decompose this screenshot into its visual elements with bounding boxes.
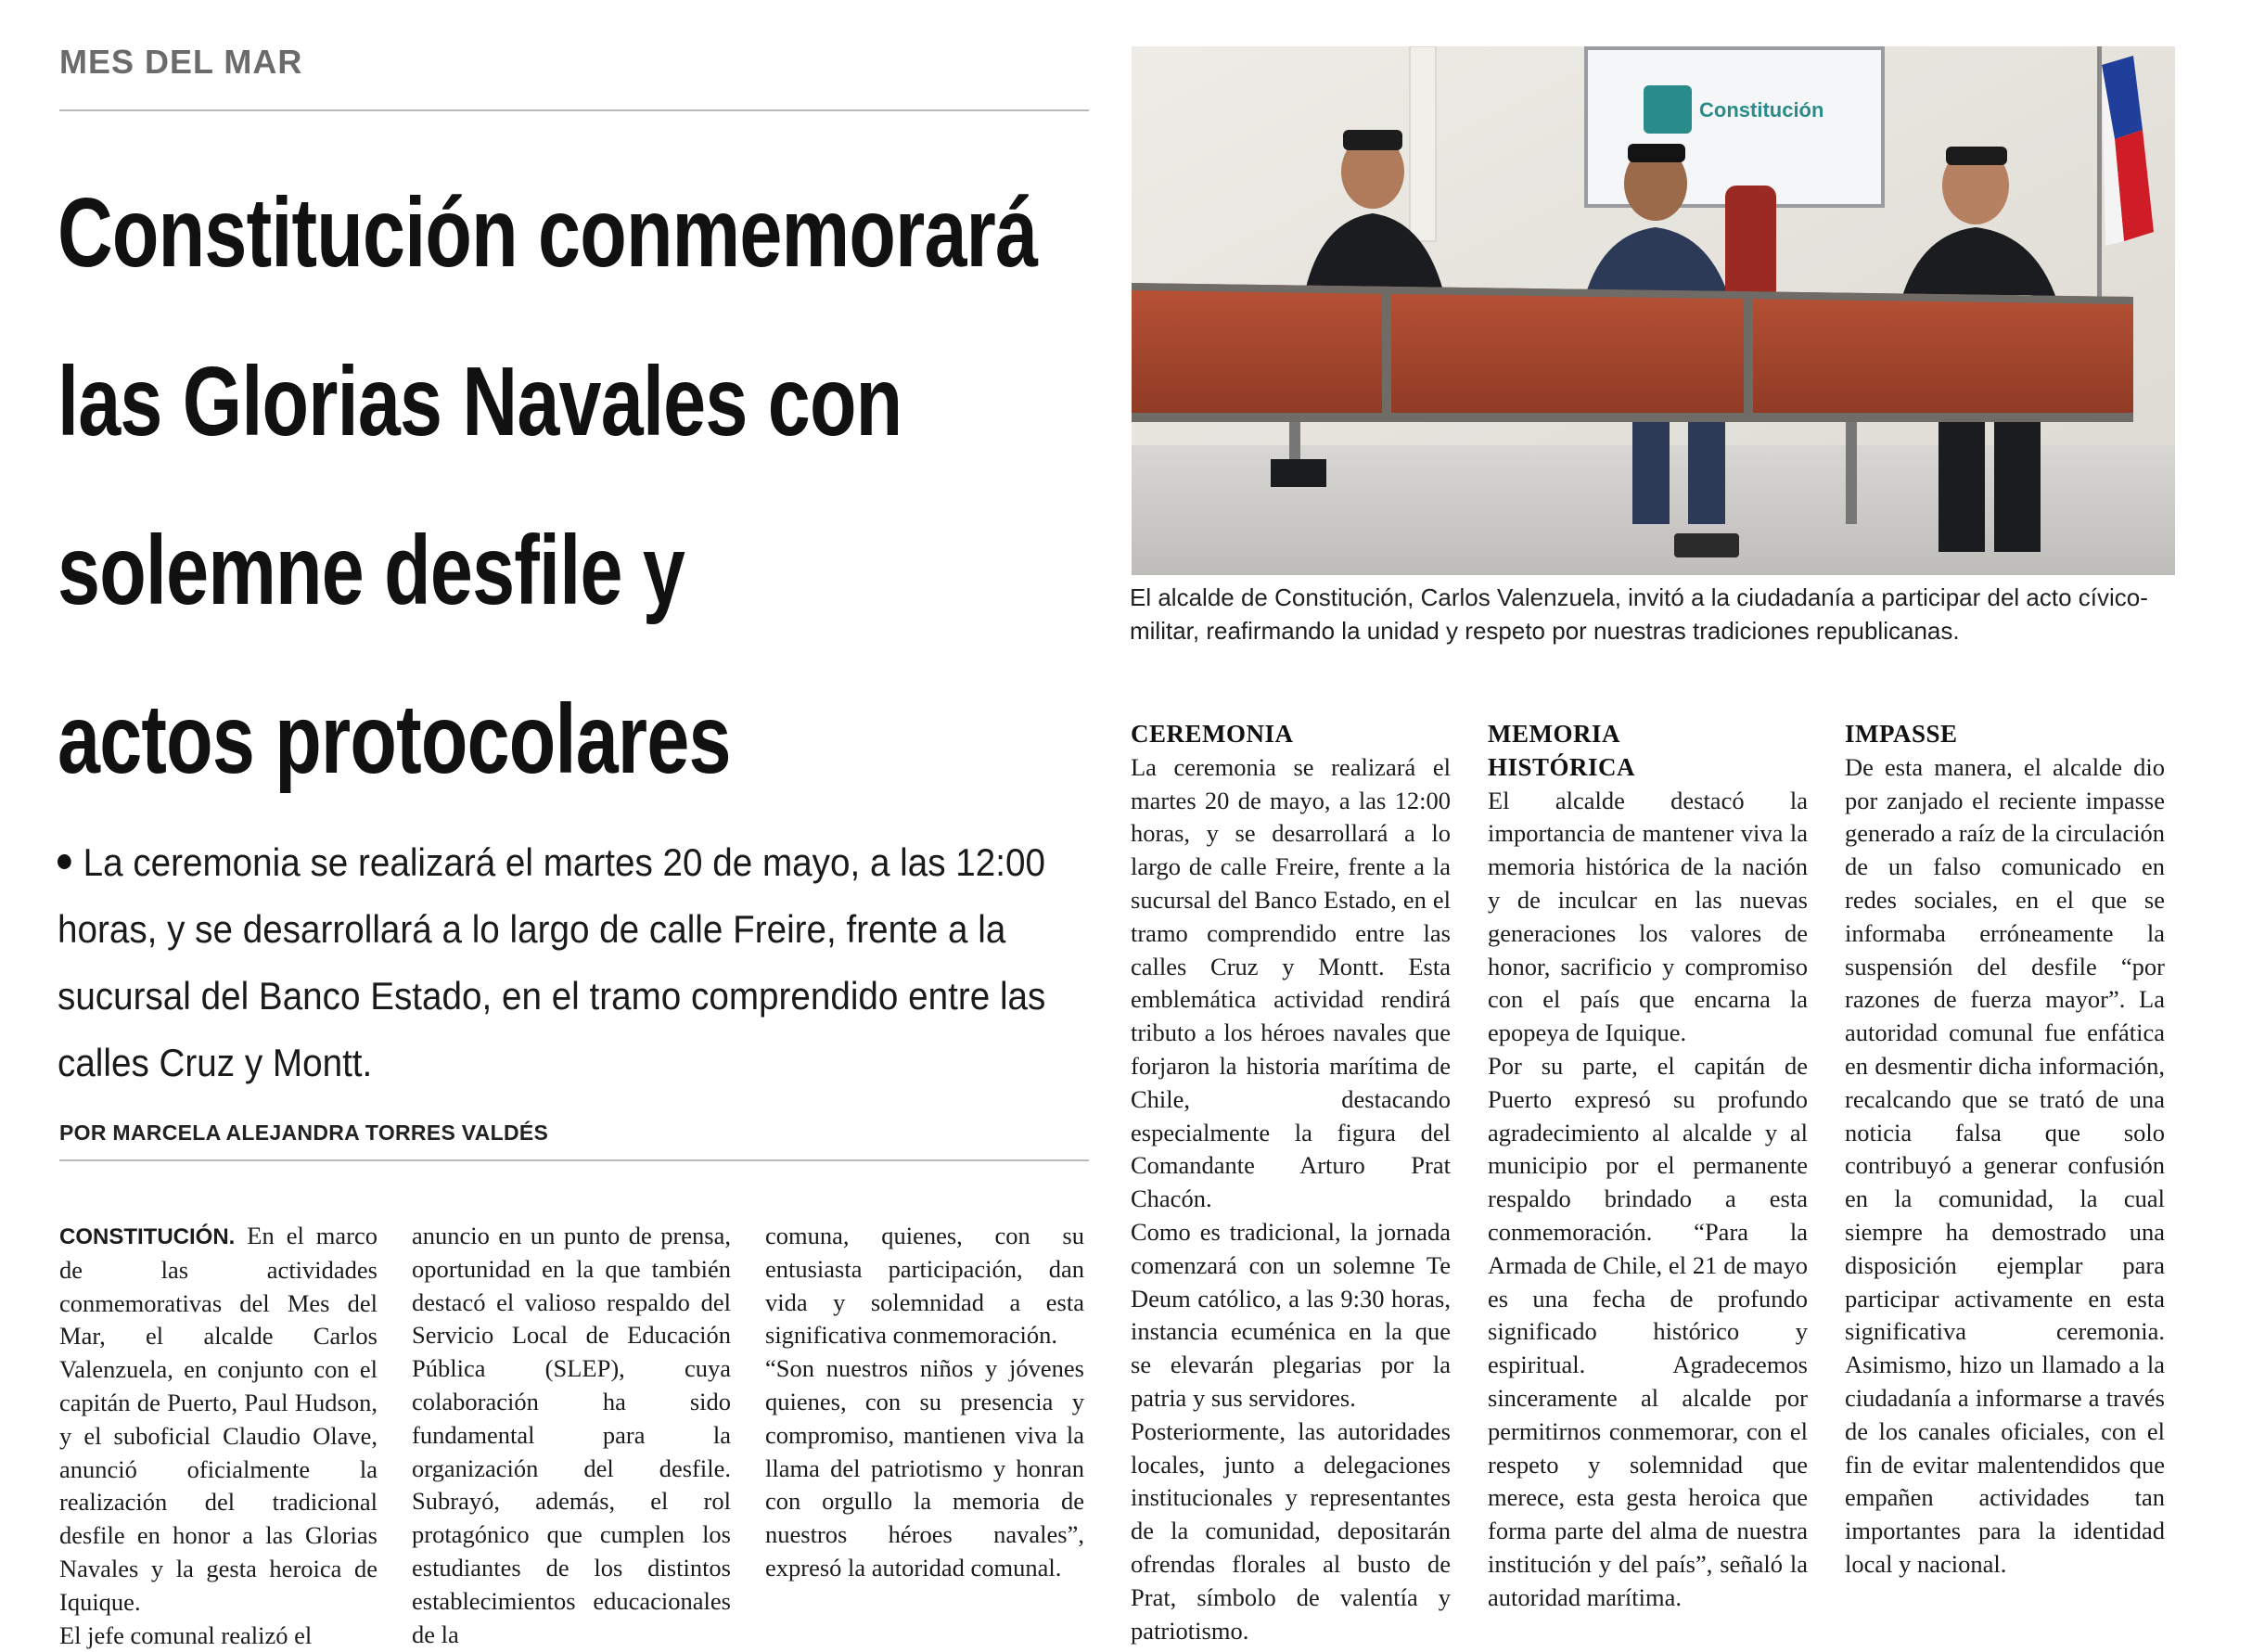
lead-line: calles Cruz y Montt. <box>58 1041 373 1084</box>
screen-logo-text: Constitución <box>1699 98 1824 122</box>
subhead-ceremonia: CEREMONIA <box>1131 720 1294 748</box>
body-column-2 <box>412 1220 731 1651</box>
body-column-1 <box>59 1220 377 1652</box>
paragraph: Como es tradicional, la jornada comenzará con un solemne Te Deum católico, a las 9:30 horas, instancia ecuménica en la que se elevarán plegarias por la patria y sus servidores. <box>1131 1217 1451 1412</box>
headline <box>58 148 1038 824</box>
lead-line: La ceremonia se realizará el martes 20 de mayo, a las 12:00 <box>58 829 1039 896</box>
paragraph: comuna, quienes, con su entusiasta participación, dan vida y solemnidad a esta significativa conmemoración. <box>765 1222 1084 1350</box>
paragraph: CONSTITUCIÓN. En el marco de las actividades conmemorativas del Mes del Mar, el alcalde Carlos Valenzuela, en conjunto con el capitán de Puerto, Paul Hudson, y el suboficial Claudio Olave, anunció oficialmente la realización del tradicional desfile en honor a las Glorias Navales y la gesta heroica de Iquique. <box>59 1222 377 1616</box>
paragraph: “Son nuestros niños y jóvenes quienes, con su presencia y compromiso, mantienen viva la llama del patriotismo y honran con orgullo la memoria de nuestros héroes navales”, expresó la autoridad comunal. <box>765 1354 1084 1582</box>
photo-caption: El alcalde de Constitución, Carlos Valenzuela, invitó a la ciudadanía a participar del acto cívico-militar, reafirmando la unidad y respeto por nuestras tradiciones republicanas. <box>1130 583 2148 645</box>
byline: POR MARCELA ALEJANDRA TORRES VALDÉS <box>59 1121 549 1145</box>
press-conference-photo <box>1132 46 2175 575</box>
byline-divider <box>59 1159 1089 1161</box>
paragraph: Por su parte, el capitán de Puerto expresó su profundo agradecimiento al alcalde y al municipio por el permanente respaldo brindado a esta conmemoración. “Para la Armada de Chile, el 21 de mayo es una fecha de profundo significado histórico y espiritual. Agradecemos sinceramente al alcalde por permitirnos conmemorar, con el respeto y solemnidad que merece, esta gesta heroica que forma parte del alma de nuestra institución y del país”, señaló la autoridad marítima. <box>1488 1051 1808 1611</box>
body-column-ceremonia <box>1131 718 1451 1647</box>
paragraph: De esta manera, el alcalde dio por zanjado el reciente impasse generado a raíz de la circulación de un falso comunicado en redes sociales, en el que se informaba erróneamente la suspensión del desfile “por razones de fuerza mayor”. La autoridad comunal fue enfática en desmentir dicha información, recalcando que se trató de una noticia falsa que solo contribuyó a generar confusión en la comunidad, la cual siempre ha demostrado una disposición ejemplar para participar activamente en esta significativa ceremonia. Asimismo, hizo un llamado a la ciudadanía a informarse a través de los canales oficiales, con el fin de evitar malentendidos que empañen actividades tan importantes para la identidad local y nacional. <box>1845 752 2165 1578</box>
headline-line: Constitución conmemorará <box>58 178 1038 288</box>
lead-line: sucursal del Banco Estado, en el tramo comprendido entre las <box>58 974 1046 1018</box>
dateline: CONSTITUCIÓN. <box>59 1224 236 1249</box>
headline-line: actos protocolares <box>58 685 731 794</box>
paragraph: El alcalde destacó la importancia de mantener viva la memoria histórica de la nación y de inculcar en las nuevas generaciones los valores de honor, sacrificio y compromiso con el país que encarna la epopeya de Iquique. <box>1488 786 1808 1047</box>
headline-line: las Glorias Navales con <box>58 347 902 456</box>
lead-summary <box>58 829 1046 1096</box>
body-column-memoria <box>1488 718 1808 1615</box>
top-divider <box>59 109 1089 111</box>
headline-line: solemne desfile y <box>58 516 685 625</box>
paragraph: El jefe comunal realizó el <box>59 1620 313 1649</box>
paragraph: La ceremonia se realizará el martes 20 de mayo, a las 12:00 horas, y se desarrollará a lo largo de calle Freire, frente a la sucursal del Banco Estado, en el tramo comprendido entre las calles Cruz y Montt. Esta emblemática actividad rendirá tributo a los héroes navales que forjaron la historia marítima de Chile, destacando especialmente la figura del Comandante Arturo Prat Chacón. <box>1131 752 1451 1213</box>
article-photo <box>1132 46 2175 575</box>
body-column-impasse <box>1845 718 2165 1582</box>
paragraph: Posteriormente, las autoridades locales, junto a delegaciones institucionales y representantes de la comunidad, depositarán ofrendas florales al busto de Prat, símbolo de valentía y patriotismo. <box>1131 1416 1451 1645</box>
body-column-3 <box>765 1220 1084 1585</box>
section-label: MES DEL MAR <box>59 43 303 81</box>
subhead-memoria: MEMORIA HISTÓRICA <box>1488 720 1636 781</box>
subhead-impasse: IMPASSE <box>1845 720 1958 748</box>
bullet-icon <box>58 854 71 869</box>
paragraph: anuncio en un punto de prensa, oportunidad en la que también destacó el valioso respaldo del Servicio Local de Educación Pública (SLEP), cuya colaboración ha sido fundamental para la organización del desfile. Subrayó, además, el rol protagónico que cumplen los estudiantes de los distintos establecimientos educacionales de la <box>412 1222 731 1648</box>
lead-line: horas, y se desarrollará a lo largo de calle Freire, frente a la <box>58 907 1006 951</box>
logo-icon <box>1644 85 1692 134</box>
